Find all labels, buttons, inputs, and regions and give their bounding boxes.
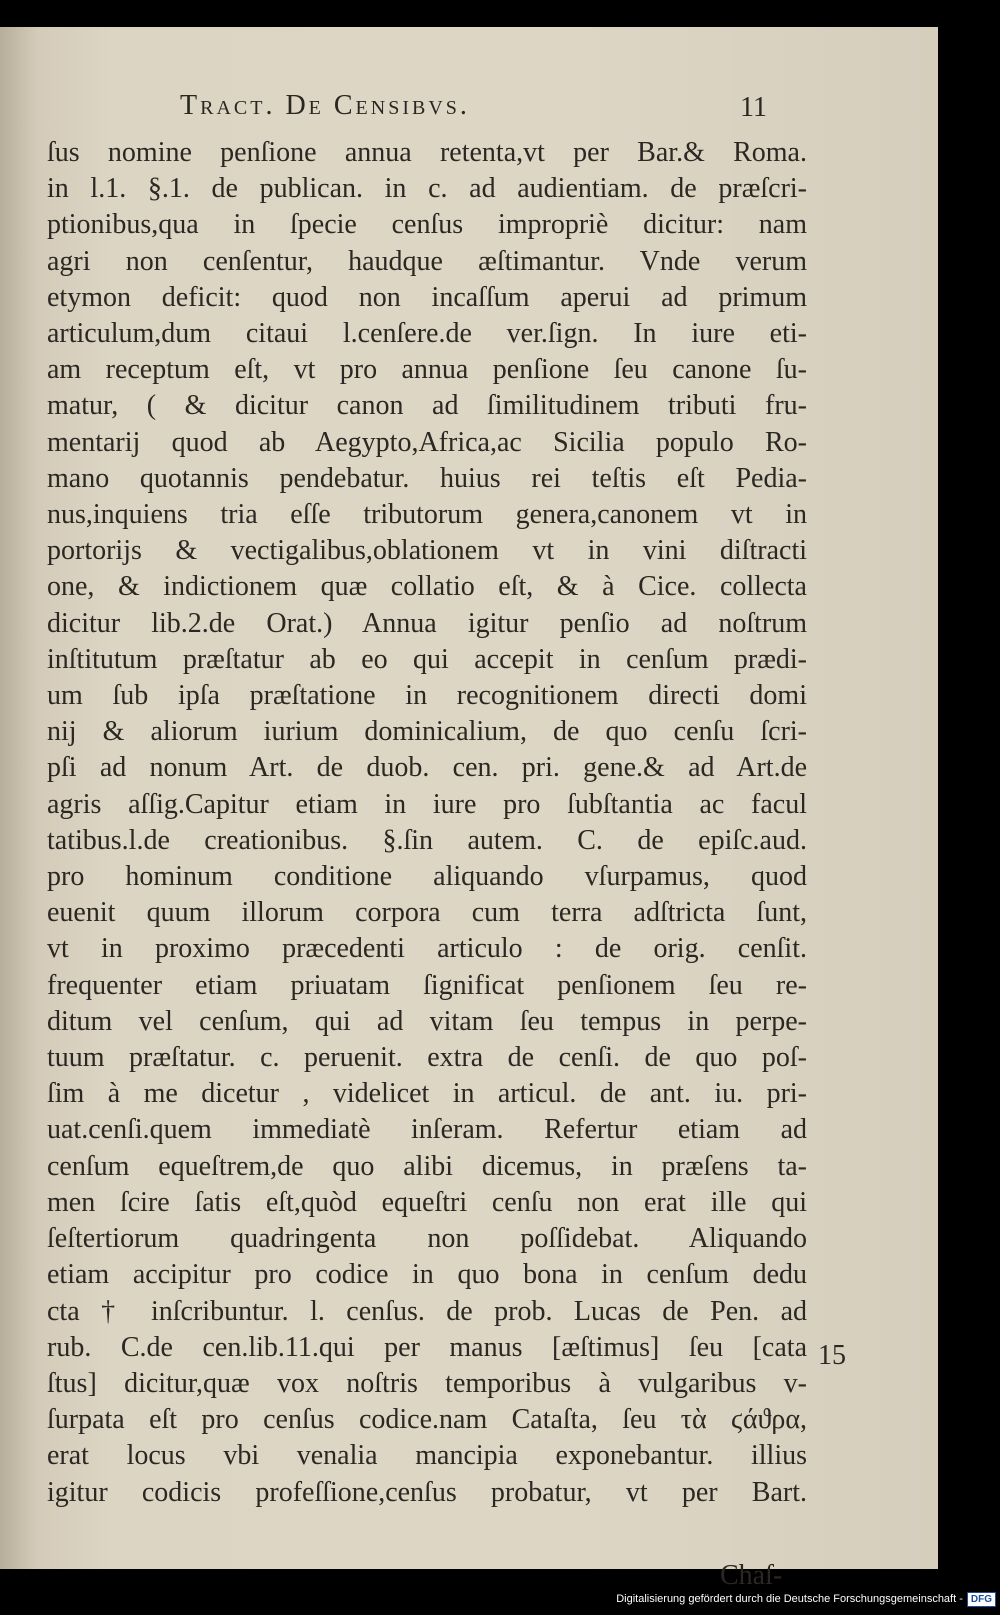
text-line: matur, ( & dicitur canon ad ſimilitudinem tributi fru- [47, 390, 807, 422]
running-title: Tract. De Censibvs. [180, 90, 470, 121]
text-line: agris aſſig.Capitur etiam in iure pro ſubſtantia ac facul [47, 788, 807, 820]
text-line: mentarij quod ab Aegypto,Africa,ac Sicilia populo Ro- [47, 426, 807, 458]
text-line: euenit quum illorum corpora cum terra adſtricta ſunt, [47, 897, 807, 929]
text-line: inſtitutum præſtatur ab eo qui accepit in cenſum prædi- [47, 643, 807, 675]
footer-credit: Digitalisierung gefördert durch die Deutsche Forschungsgemeinschaft - [616, 1593, 963, 1605]
text-line: ſim à me dicetur , videlicet in articul. de ant. iu. pri- [47, 1078, 807, 1110]
text-line: erat locus vbi venalia mancipia exponebantur. illius [47, 1440, 807, 1472]
digitization-footer [616, 1587, 996, 1611]
text-line: vt in proximo præcedenti articulo : de orig. cenſit. [47, 933, 807, 965]
text-line: pſi ad nonum Art. de duob. cen. pri. gene.& ad Art.de [47, 752, 807, 784]
text-line: ſeſtertiorum quadringenta non poſſidebat. Aliquando [47, 1223, 807, 1255]
text-line: cta † inſcribuntur. l. cenſus. de prob. Lucas de Pen. ad [47, 1295, 807, 1327]
text-line: tatibus.l.de creationibus. §.ſin autem. C. de epiſc.aud. [47, 824, 807, 856]
text-line: mano quotannis pendebatur. huius rei teſtis eſt Pedia- [47, 462, 807, 494]
text-line: pro hominum conditione aliquando vſurpamus, quod [47, 861, 807, 893]
text-line: agri non cenſentur, haudque æſtimantur. Vnde verum [47, 245, 807, 277]
text-line: ditum vel cenſum, qui ad vitam ſeu tempus in perpe- [47, 1005, 807, 1037]
text-line: ſus nomine penſione annua retenta,vt per Bar.& Roma. [47, 137, 807, 168]
margin-number: 15 [818, 1340, 846, 1371]
folio-number: 11 [740, 92, 767, 123]
text-line: ſtus] dicitur,quæ vox noſtris temporibus à vulgaribus v- [47, 1367, 807, 1399]
text-line: etiam accipitur pro codice in quo bona in cenſum dedu [47, 1259, 807, 1291]
text-line: rub. C.de cen.lib.11.qui per manus [æſtimus] ſeu [cata [47, 1331, 807, 1363]
book-page [0, 27, 938, 1591]
text-line: tuum præſtatur. c. peruenit. extra de cenſi. de quo poſ- [47, 1042, 807, 1074]
text-line: ptionibus,qua in ſpecie cenſus impropriè dicitur: nam [47, 209, 807, 241]
text-line: igitur codicis profeſſione,cenſus probatur, vt per Bart. [47, 1476, 807, 1508]
text-line: men ſcire ſatis eſt,quòd equeſtri cenſu non erat ille qui [47, 1186, 807, 1218]
text-line: ſurpata eſt pro cenſus codice.nam Cataſta, ſeu τὰ ϛάϑρα, [47, 1404, 807, 1436]
text-line: am receptum eſt, vt pro annua penſione ſeu canone ſu- [47, 354, 807, 386]
text-line: cenſum equeſtrem,de quo alibi dicemus, in præſens ta- [47, 1150, 807, 1182]
text-line: in l.1. §.1. de publican. in c. ad audientiam. de præſcri- [47, 173, 807, 205]
text-line: frequenter etiam priuatam ſignificat penſionem ſeu re- [47, 969, 807, 1001]
text-line: um ſub ipſa præſtatione in recognitionem directi domi [47, 680, 807, 712]
text-line: dicitur lib.2.de Orat.) Annua igitur penſio ad noſtrum [47, 607, 807, 639]
text-line: nij & aliorum iurium dominicalium, de quo cenſu ſcri- [47, 716, 807, 748]
running-header [0, 90, 938, 130]
text-line: portorijs & vectigalibus,oblationem vt in vini diſtracti [47, 535, 807, 567]
dfg-logo: DFG [967, 1592, 996, 1607]
text-line: etymon deficit: quod non incaſſum aperui ad primum [47, 281, 807, 313]
body-text [47, 135, 807, 1511]
text-line: one, & indictionem quæ collatio eſt, & à Cice. collecta [47, 571, 807, 603]
text-line: articulum,dum citaui l.cenſere.de ver.ſign. In iure eti- [47, 318, 807, 350]
text-line: uat.cenſi.quem immediatè inſeram. Refertur etiam ad [47, 1114, 807, 1146]
text-line: nus,inquiens tria eſſe tributorum genera,canonem vt in [47, 499, 807, 531]
catchword: Chaſ- [720, 1560, 783, 1591]
